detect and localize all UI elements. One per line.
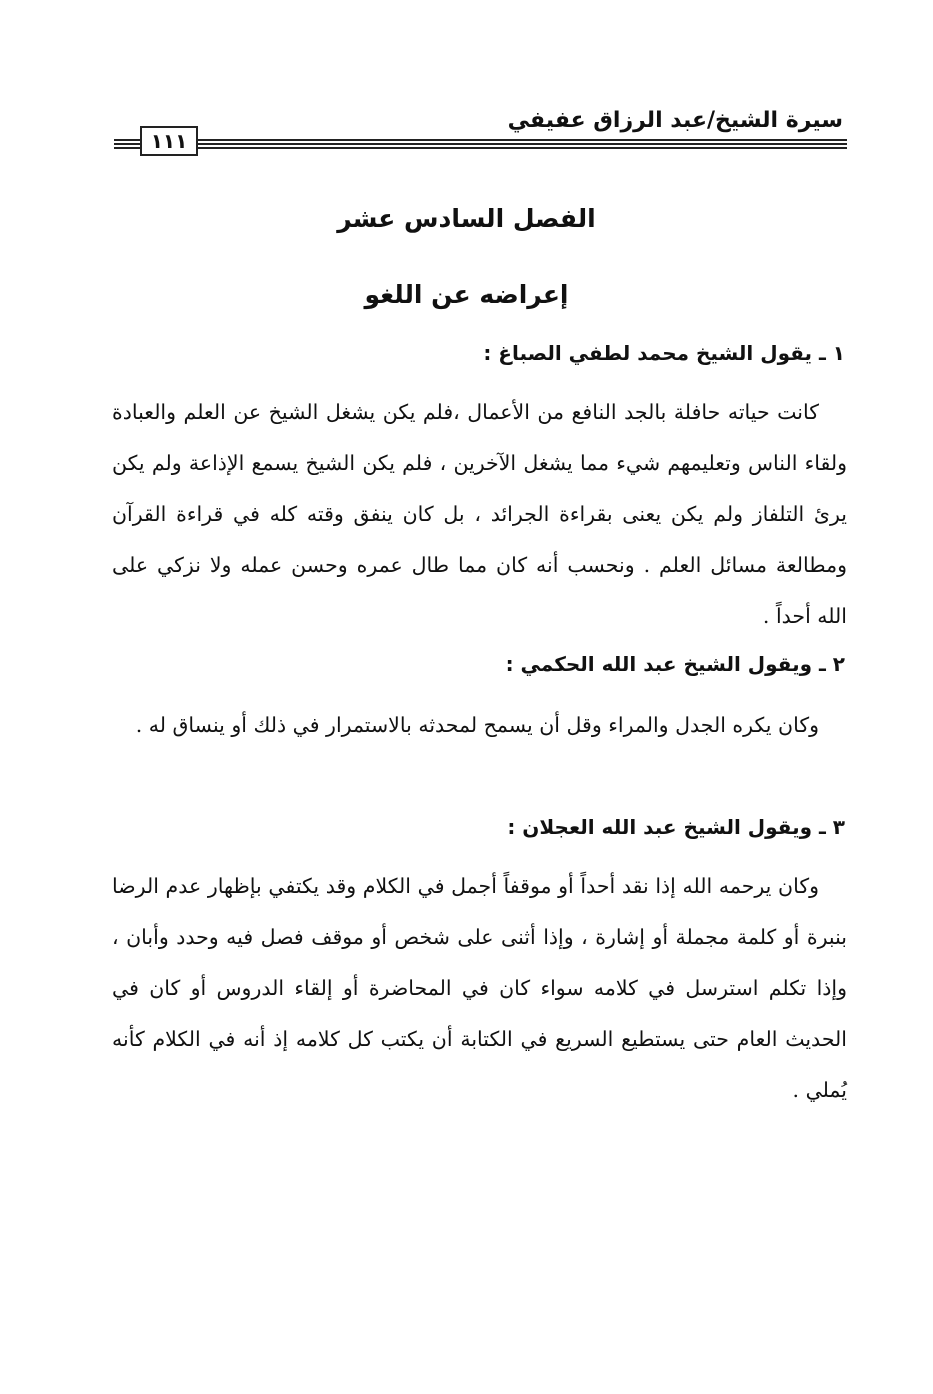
paragraph: وكان يكره الجدل والمراء وقل أن يسمح لمحدثه بالاستمرار في ذلك أو ينساق له . bbox=[135, 713, 819, 737]
section-heading-1: ١ ـ يقول الشيخ محمد لطفي الصباغ : bbox=[483, 341, 845, 365]
chapter-subtitle: إعراضه عن اللغو bbox=[364, 280, 569, 309]
section-text-3 bbox=[112, 861, 847, 1116]
section-heading-2: ٢ ـ ويقول الشيخ عبد الله الحكمي : bbox=[505, 652, 845, 676]
header-rule bbox=[114, 139, 847, 153]
paragraph: وكان يرحمه الله إذا نقد أحداً أو موقفاً أجمل في الكلام وقد يكتفي بإظهار عدم الرضا بنبرة أو كلمة مجملة أو إشارة ، وإذا أثنى على شخص أو موقف فصل فيه وحدد وأبان ، وإذا تكلم استرسل في كلامه سواء كان في المحاضرة أو إلقاء الدروس أو كان في الحديث العام حتى يستطيع السريع في الكتابة أن يكتب كل كلامه إذ أنه في الكلام كأنه يُملي . bbox=[112, 874, 847, 1102]
paragraph: كانت حياته حافلة بالجد النافع من الأعمال ،فلم يكن يشغل الشيخ عن العلم والعبادة ولقاء الناس وتعليمهم شيء مما يشغل الآخرين ، فلم يكن الشيخ يسمع الإذاعة ولم يكن يرئ التلفاز ولم يكن يعنى بقراءة الجرائد ، بل كان ينفق وقته كله في قراءة القرآن ومطالعة مسائل العلم . ونحسب أنه كان مما طال عمره وحسن عمله ولا نزكي على الله أحداً . bbox=[112, 400, 847, 628]
page-number: ١١١ bbox=[140, 126, 198, 156]
section-text-1 bbox=[112, 387, 847, 642]
chapter-title: الفصل السادس عشر bbox=[337, 204, 596, 233]
section-text-2 bbox=[112, 700, 847, 751]
running-title: سيرة الشيخ/عبد الرزاق عفيفي bbox=[507, 108, 843, 133]
section-heading-3: ٣ ـ ويقول الشيخ عبد الله العجلان : bbox=[507, 815, 845, 839]
